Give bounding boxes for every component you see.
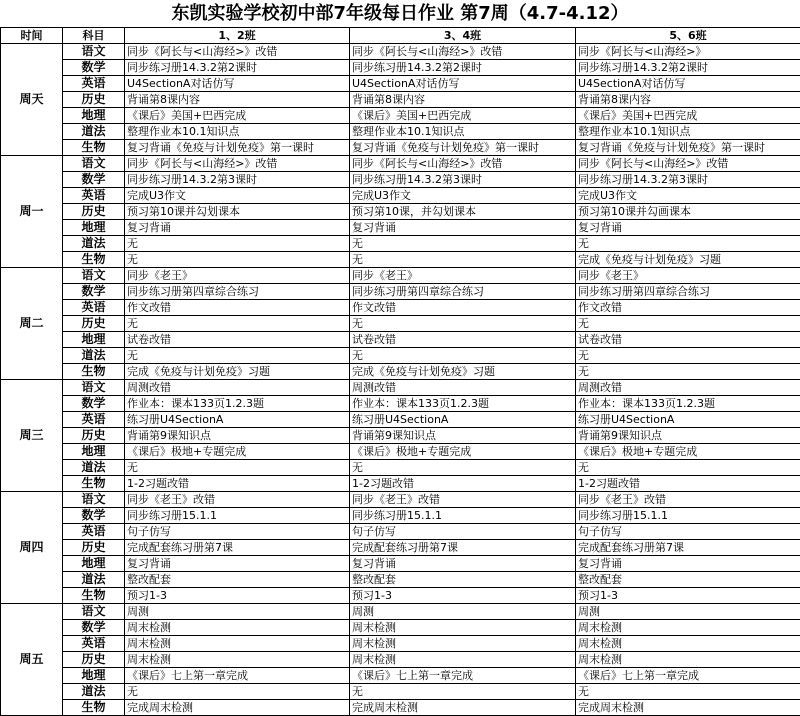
table-row [1,668,800,684]
subject-label: 地理 [63,556,125,572]
class-5-6-cell: 复习背诵 [576,220,800,236]
class-3-4-cell: 背诵第9课知识点 [350,428,576,444]
class-1-2-cell: 同步《老王》改错 [125,492,350,508]
class-5-6-cell: 复习背诵《免疫与计划免疫》第一课时 [576,140,800,156]
subject-label: 英语 [63,412,125,428]
table-row [1,476,800,492]
table-row [1,524,800,540]
table-row [1,652,800,668]
class-5-6-cell: 无 [576,316,800,332]
day-label: 周二 [1,268,63,380]
class-5-6-cell: 无 [576,684,800,700]
header-time: 时间 [1,28,63,44]
class-3-4-cell: 同步《老王》改错 [350,492,576,508]
subject-label: 历史 [63,316,125,332]
class-3-4-cell: 完成《免疫与计划免疫》习题 [350,364,576,380]
class-1-2-cell: 同步练习册14.3.2第2课时 [125,60,350,76]
header-row [1,28,800,44]
class-5-6-cell: 整改配套 [576,572,800,588]
class-5-6-cell: 周测 [576,604,800,620]
subject-label: 生物 [63,476,125,492]
subject-label: 历史 [63,204,125,220]
class-5-6-cell: 周末检测 [576,652,800,668]
class-3-4-cell: 复习背诵 [350,220,576,236]
class-3-4-cell: 同步《老王》 [350,268,576,284]
class-3-4-cell: 同步《阿长与<山海经>》改错 [350,156,576,172]
day-label: 周一 [1,156,63,268]
class-3-4-cell: 无 [350,236,576,252]
class-3-4-cell: 完成配套练习册第7课 [350,540,576,556]
class-1-2-cell: 周测改错 [125,380,350,396]
class-1-2-cell: 无 [125,460,350,476]
class-5-6-cell: 同步《阿长与<山海经>》改错 [576,156,800,172]
class-3-4-cell: 《课后》七上第一章完成 [350,668,576,684]
class-1-2-cell: 同步《阿长与<山海经>》改错 [125,156,350,172]
class-1-2-cell: 无 [125,684,350,700]
class-1-2-cell: 试卷改错 [125,332,350,348]
subject-label: 地理 [63,108,125,124]
class-5-6-cell: 无 [576,364,800,380]
table-row [1,460,800,476]
day-label: 周天 [1,44,63,156]
class-5-6-cell: 无 [576,460,800,476]
subject-label: 数学 [63,396,125,412]
class-5-6-cell: 背诵第9课知识点 [576,428,800,444]
homework-table [0,27,800,716]
table-row [1,236,800,252]
table-row [1,44,800,60]
table-body [1,44,800,716]
class-3-4-cell: U4SectionA对话仿写 [350,76,576,92]
subject-label: 语文 [63,268,125,284]
class-5-6-cell: 完成配套练习册第7课 [576,540,800,556]
subject-label: 语文 [63,604,125,620]
class-1-2-cell: 同步练习册15.1.1 [125,508,350,524]
class-3-4-cell: 作业本：课本133页1.2.3题 [350,396,576,412]
table-row [1,284,800,300]
class-1-2-cell: 背诵第9课知识点 [125,428,350,444]
table-row [1,76,800,92]
subject-label: 生物 [63,700,125,716]
class-5-6-cell: 无 [576,236,800,252]
class-1-2-cell: 复习背诵《免疫与计划免疫》第一课时 [125,140,350,156]
class-1-2-cell: 周测 [125,604,350,620]
class-1-2-cell: 作业本：课本133页1.2.3题 [125,396,350,412]
table-row [1,172,800,188]
subject-label: 英语 [63,76,125,92]
day-label: 周四 [1,492,63,604]
class-1-2-cell: 复习背诵 [125,220,350,236]
table-row [1,188,800,204]
class-5-6-cell: 周末检测 [576,636,800,652]
class-5-6-cell: 练习册U4SectionA [576,412,800,428]
class-1-2-cell: 同步练习册14.3.2第3课时 [125,172,350,188]
class-1-2-cell: 句子仿写 [125,524,350,540]
class-5-6-cell: 作业本：课本133页1.2.3题 [576,396,800,412]
subject-label: 英语 [63,636,125,652]
class-5-6-cell: 同步《阿长与<山海经>》 [576,44,800,60]
class-3-4-cell: 无 [350,252,576,268]
subject-label: 英语 [63,300,125,316]
subject-label: 数学 [63,60,125,76]
class-3-4-cell: 同步练习册14.3.2第3课时 [350,172,576,188]
class-3-4-cell: 完成周末检测 [350,700,576,716]
class-3-4-cell: 1-2习题改错 [350,476,576,492]
table-row [1,556,800,572]
class-1-2-cell: 《课后》美国+巴西完成 [125,108,350,124]
class-5-6-cell: 1-2习题改错 [576,476,800,492]
class-1-2-cell: 整理作业本10.1知识点 [125,124,350,140]
class-1-2-cell: 无 [125,348,350,364]
class-5-6-cell: 同步《老王》 [576,268,800,284]
class-3-4-cell: 作文改错 [350,300,576,316]
subject-label: 道法 [63,348,125,364]
class-5-6-cell: 完成周末检测 [576,700,800,716]
class-1-2-cell: 无 [125,316,350,332]
table-row [1,332,800,348]
class-3-4-cell: 整理作业本10.1知识点 [350,124,576,140]
table-row [1,204,800,220]
table-row [1,636,800,652]
table-row [1,156,800,172]
subject-label: 历史 [63,92,125,108]
subject-label: 道法 [63,460,125,476]
subject-label: 历史 [63,652,125,668]
page-title: 东凯实验学校初中部7年级每日作业 第7周（4.7-4.12） [0,0,800,27]
table-row [1,428,800,444]
table-row [1,620,800,636]
class-5-6-cell: 周末检测 [576,620,800,636]
subject-label: 生物 [63,364,125,380]
class-3-4-cell: 周测 [350,604,576,620]
header-subject: 科目 [63,28,125,44]
table-row [1,492,800,508]
class-5-6-cell: 同步《老王》改错 [576,492,800,508]
class-1-2-cell: 同步《老王》 [125,268,350,284]
table-row [1,124,800,140]
class-3-4-cell: 预习第10课，并勾划课本 [350,204,576,220]
class-5-6-cell: 《课后》极地+专题完成 [576,444,800,460]
class-3-4-cell: 练习册U4SectionA [350,412,576,428]
table-row [1,700,800,716]
class-1-2-cell: 1-2习题改错 [125,476,350,492]
header-class-5-6: 5、6班 [576,28,800,44]
table-row [1,604,800,620]
subject-label: 数学 [63,508,125,524]
class-1-2-cell: 整改配套 [125,572,350,588]
header-class-1-2: 1、2班 [125,28,350,44]
subject-label: 英语 [63,524,125,540]
subject-label: 数学 [63,172,125,188]
class-3-4-cell: 无 [350,684,576,700]
class-1-2-cell: 完成周末检测 [125,700,350,716]
class-5-6-cell: 整理作业本10.1知识点 [576,124,800,140]
class-5-6-cell: 作文改错 [576,300,800,316]
class-1-2-cell: 作文改错 [125,300,350,316]
class-3-4-cell: 试卷改错 [350,332,576,348]
subject-label: 语文 [63,380,125,396]
subject-label: 数学 [63,620,125,636]
class-5-6-cell: 周测改错 [576,380,800,396]
subject-label: 道法 [63,236,125,252]
class-1-2-cell: 完成《免疫与计划免疫》习题 [125,364,350,380]
table-row [1,364,800,380]
class-5-6-cell: 试卷改错 [576,332,800,348]
subject-label: 数学 [63,284,125,300]
class-3-4-cell: 周末检测 [350,636,576,652]
class-3-4-cell: 背诵第8课内容 [350,92,576,108]
class-5-6-cell: 预习1-3 [576,588,800,604]
class-5-6-cell: 完成《免疫与计划免疫》习题 [576,252,800,268]
subject-label: 生物 [63,140,125,156]
class-1-2-cell: 预习第10课并勾划课本 [125,204,350,220]
class-3-4-cell: 整改配套 [350,572,576,588]
class-1-2-cell: 《课后》七上第一章完成 [125,668,350,684]
day-label: 周五 [1,604,63,716]
class-1-2-cell: 完成配套练习册第7课 [125,540,350,556]
class-5-6-cell: 同步练习册15.1.1 [576,508,800,524]
table-row [1,572,800,588]
table-row [1,252,800,268]
class-5-6-cell: 同步练习册14.3.2第3课时 [576,172,800,188]
class-3-4-cell: 复习背诵 [350,556,576,572]
class-5-6-cell: 句子仿写 [576,524,800,540]
table-row [1,380,800,396]
class-1-2-cell: U4SectionA对话仿写 [125,76,350,92]
subject-label: 英语 [63,188,125,204]
subject-label: 地理 [63,332,125,348]
class-3-4-cell: 周测改错 [350,380,576,396]
subject-label: 生物 [63,252,125,268]
class-1-2-cell: 《课后》极地+专题完成 [125,444,350,460]
class-3-4-cell: 周末检测 [350,652,576,668]
subject-label: 历史 [63,428,125,444]
table-row [1,396,800,412]
table-row [1,140,800,156]
table-row [1,412,800,428]
table-row [1,268,800,284]
table-row [1,588,800,604]
subject-label: 地理 [63,668,125,684]
subject-label: 语文 [63,492,125,508]
class-5-6-cell: 同步练习册14.3.2第2课时 [576,60,800,76]
table-row [1,108,800,124]
table-row [1,444,800,460]
table-row [1,92,800,108]
class-1-2-cell: 无 [125,236,350,252]
class-1-2-cell: 周末检测 [125,620,350,636]
class-1-2-cell: 无 [125,252,350,268]
class-3-4-cell: 同步练习册14.3.2第2课时 [350,60,576,76]
class-1-2-cell: 背诵第8课内容 [125,92,350,108]
table-row [1,684,800,700]
subject-label: 地理 [63,220,125,236]
class-1-2-cell: 同步练习册第四章综合练习 [125,284,350,300]
class-3-4-cell: 句子仿写 [350,524,576,540]
class-5-6-cell: 无 [576,348,800,364]
class-3-4-cell: 无 [350,460,576,476]
class-3-4-cell: 《课后》美国+巴西完成 [350,108,576,124]
subject-label: 历史 [63,540,125,556]
header-class-3-4: 3、4班 [350,28,576,44]
subject-label: 生物 [63,588,125,604]
table-row [1,220,800,236]
class-3-4-cell: 无 [350,348,576,364]
class-3-4-cell: 周末检测 [350,620,576,636]
class-1-2-cell: 完成U3作文 [125,188,350,204]
table-row [1,540,800,556]
class-3-4-cell: 无 [350,316,576,332]
day-label: 周三 [1,380,63,492]
class-5-6-cell: 《课后》七上第一章完成 [576,668,800,684]
table-row [1,316,800,332]
class-1-2-cell: 练习册U4SectionA [125,412,350,428]
subject-label: 道法 [63,124,125,140]
class-1-2-cell: 周末检测 [125,652,350,668]
class-5-6-cell: 《课后》美国+巴西完成 [576,108,800,124]
class-3-4-cell: 同步练习册15.1.1 [350,508,576,524]
subject-label: 地理 [63,444,125,460]
class-5-6-cell: U4SectionA对话仿写 [576,76,800,92]
class-3-4-cell: 《课后》极地+专题完成 [350,444,576,460]
table-row [1,300,800,316]
subject-label: 道法 [63,684,125,700]
class-5-6-cell: 复习背诵 [576,556,800,572]
class-3-4-cell: 同步练习册第四章综合练习 [350,284,576,300]
class-1-2-cell: 预习1-3 [125,588,350,604]
subject-label: 道法 [63,572,125,588]
class-5-6-cell: 完成U3作文 [576,188,800,204]
table-row [1,348,800,364]
class-3-4-cell: 完成U3作文 [350,188,576,204]
class-5-6-cell: 同步练习册第四章综合练习 [576,284,800,300]
class-3-4-cell: 复习背诵《免疫与计划免疫》第一课时 [350,140,576,156]
class-1-2-cell: 周末检测 [125,636,350,652]
class-5-6-cell: 背诵第8课内容 [576,92,800,108]
class-1-2-cell: 复习背诵 [125,556,350,572]
class-3-4-cell: 预习1-3 [350,588,576,604]
class-5-6-cell: 预习第10课并勾画课本 [576,204,800,220]
table-row [1,508,800,524]
table-row [1,60,800,76]
class-1-2-cell: 同步《阿长与<山海经>》改错 [125,44,350,60]
class-3-4-cell: 同步《阿长与<山海经>》改错 [350,44,576,60]
subject-label: 语文 [63,156,125,172]
subject-label: 语文 [63,44,125,60]
